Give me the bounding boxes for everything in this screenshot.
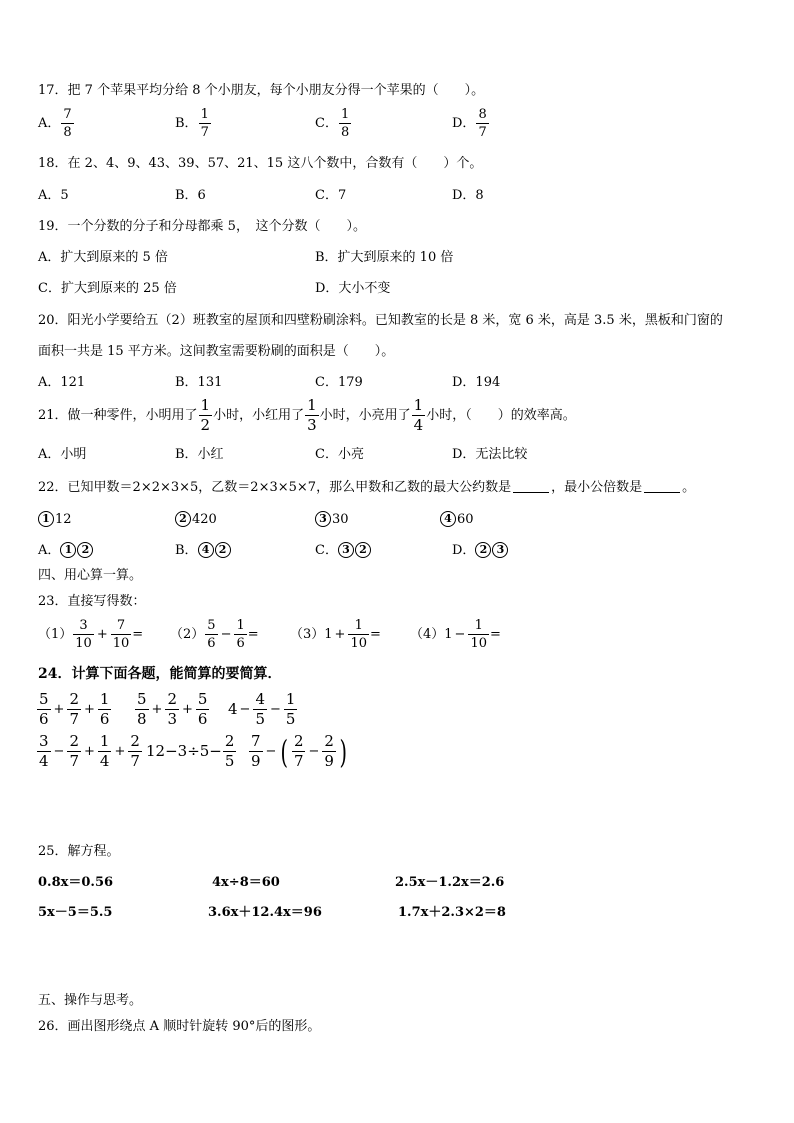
- lead-number: 4: [228, 700, 238, 718]
- option-label: A．: [38, 116, 61, 131]
- choice-value: 30: [332, 511, 349, 527]
- circled-number: 2: [77, 542, 93, 558]
- q18-option-c: C．7: [315, 188, 347, 203]
- frac-num: 2: [293, 732, 304, 750]
- frac-num: 8: [478, 107, 487, 122]
- frac-num: 5: [207, 618, 216, 633]
- operator: −: [270, 702, 281, 717]
- item-label: （1）: [38, 627, 73, 642]
- frac-den: 8: [63, 125, 72, 140]
- choice-value: 60: [457, 511, 474, 527]
- q25-eq-3: 2.5x－1.2x＝2.6: [395, 875, 505, 890]
- frac-den: 8: [340, 125, 350, 140]
- frac-num: 1: [200, 107, 209, 122]
- left-paren: (: [280, 732, 289, 771]
- q18-option-b: B．6: [175, 188, 206, 203]
- section-5-heading: 五、操作与思考。: [38, 993, 143, 1008]
- q23-item-3: [290, 619, 381, 650]
- q25-eq-2: 4x÷8＝60: [212, 875, 280, 890]
- q17-stem: 17．把 7 个苹果平均分给 8 个小朋友，每个小朋友分得一个苹果的（ ）。: [38, 83, 485, 98]
- circled-number: 2: [175, 511, 191, 527]
- q22-choice-2: [175, 511, 217, 527]
- option-label: B．: [175, 542, 198, 558]
- equals: =: [370, 627, 381, 642]
- q17-option-b: [175, 108, 212, 139]
- q22-text-2: ，最小公倍数是: [551, 480, 643, 495]
- q22-option-d: [452, 542, 509, 558]
- q22-text-3: 。: [682, 480, 696, 495]
- circled-number: 2: [215, 542, 231, 558]
- frac-num: 1: [354, 618, 363, 633]
- item-label: （3）1: [290, 627, 333, 642]
- frac-num: 7: [63, 107, 72, 122]
- lcm-blank: [644, 482, 680, 493]
- frac-num: 1: [236, 618, 245, 633]
- frac-num: 2: [224, 732, 235, 750]
- frac-num: 1: [307, 396, 317, 414]
- gcd-blank: [513, 482, 549, 493]
- q17-option-a: [38, 108, 75, 139]
- q22-option-a: [38, 542, 94, 558]
- operator: −: [265, 744, 277, 759]
- frac-num: 1: [413, 396, 424, 414]
- q18-stem: 18．在 2、4、9、43、39、57、21、15 这八个数中，合数有（ ）个。: [38, 156, 483, 171]
- equals: =: [490, 627, 501, 642]
- circled-number: 1: [60, 542, 76, 558]
- q25-eq-5: 3.6x＋12.4x＝96: [208, 905, 322, 920]
- frac-num: 1: [474, 618, 483, 633]
- q20-option-a: A．121: [38, 375, 86, 390]
- circled-number: 4: [440, 511, 456, 527]
- q21-option-a: A．小明: [38, 447, 87, 462]
- frac-num: 4: [255, 690, 265, 708]
- frac-den: 6: [39, 710, 49, 728]
- circled-number: 1: [38, 511, 54, 527]
- frac-den: 8: [137, 710, 147, 728]
- q22-text-1: 22．已知甲数＝2×2×3×5，乙数＝2×3×5×7，那么甲数和乙数的最大公约数是: [38, 480, 512, 495]
- section-4-heading: 四、用心算一算。: [38, 568, 143, 583]
- frac-den: 7: [130, 752, 140, 770]
- frac-num: 1: [99, 690, 110, 708]
- choice-value: 420: [192, 511, 217, 527]
- item-label: （4）1: [410, 627, 453, 642]
- frac-den: 9: [324, 752, 334, 770]
- circled-number: 2: [355, 542, 371, 558]
- frac-den: 5: [285, 710, 296, 728]
- item-label: （2）: [170, 627, 205, 642]
- frac-num: 7: [116, 618, 126, 633]
- q20-option-c: C．179: [315, 375, 363, 390]
- q21-text-1: 21．做一种零件，小明用了: [38, 408, 198, 423]
- operator: −: [308, 744, 320, 759]
- q18-option-d: D．8: [452, 188, 484, 203]
- operator: +: [53, 702, 65, 717]
- operator: −: [454, 627, 466, 642]
- q20-line2: 面积一共是 15 平方米。这间教室需要粉刷的面积是（ ）。: [38, 344, 395, 359]
- choice-value: 12: [55, 511, 72, 527]
- operator: −: [239, 702, 251, 717]
- q23-item-1: [38, 619, 143, 650]
- option-label: C．: [315, 542, 338, 558]
- frac-den: 7: [69, 710, 79, 728]
- frac-den: 10: [470, 636, 487, 651]
- operator: +: [84, 744, 95, 759]
- q19-option-c: C．扩大到原来的 25 倍: [38, 281, 177, 296]
- frac-num: 3: [79, 618, 88, 633]
- frac-num: 5: [137, 690, 147, 708]
- q20-option-b: B．131: [175, 375, 223, 390]
- q19-stem: 19．一个分数的分子和分母都乘 5， 这个分数（ ）。: [38, 219, 366, 234]
- q24-expr-5: [146, 734, 237, 769]
- frac-den: 10: [350, 636, 367, 651]
- option-label: D．: [452, 116, 476, 131]
- q21-text-4: 小时，（ ）的效率高。: [426, 408, 576, 423]
- q18-option-a: A．5: [38, 188, 69, 203]
- frac-den: 5: [224, 752, 235, 770]
- frac-den: 3: [307, 416, 317, 434]
- q24-expr-6: [248, 734, 349, 769]
- q22-choice-1: [38, 511, 72, 527]
- frac-num: 2: [324, 732, 334, 750]
- frac-den: 9: [251, 752, 261, 770]
- frac-num: 7: [251, 732, 261, 750]
- frac-num: 2: [69, 690, 79, 708]
- q25-eq-1: 0.8x＝0.56: [38, 875, 114, 890]
- q19-option-b: B．扩大到原来的 10 倍: [315, 250, 454, 265]
- operator: −: [53, 744, 65, 759]
- circled-number: 4: [198, 542, 214, 558]
- q17-option-c: [315, 108, 352, 139]
- operator: +: [334, 627, 346, 642]
- frac-den: 10: [112, 636, 130, 651]
- frac-num: 1: [285, 690, 296, 708]
- frac-num: 2: [167, 690, 177, 708]
- q22-stem: [38, 481, 695, 494]
- q20-line1: 20．阳光小学要给五（2）班教室的屋顶和四壁粉刷涂料。已知教室的长是 8 米，宽 6 米，高是 3.5 米，黑板和门窗的: [38, 313, 723, 328]
- q21-text-3: 小时，小亮用了: [319, 408, 411, 423]
- frac-den: 2: [200, 416, 211, 434]
- frac-den: 7: [293, 752, 304, 770]
- frac-den: 4: [413, 416, 424, 434]
- operator: +: [151, 702, 163, 717]
- q24-expr-3: [228, 692, 298, 727]
- frac-den: 6: [99, 710, 110, 728]
- q24-expr-1: [36, 692, 112, 727]
- lead-expression: 12−3÷5−: [146, 742, 222, 760]
- q23-item-4: [410, 619, 501, 650]
- option-label: B．: [175, 116, 198, 131]
- frac-den: 7: [200, 125, 209, 140]
- frac-den: 6: [197, 710, 208, 728]
- q25-eq-6: 1.7x＋2.3×2＝8: [398, 905, 506, 920]
- q22-choice-4: [440, 511, 474, 527]
- frac-den: 10: [75, 636, 92, 651]
- frac-den: 7: [478, 125, 487, 140]
- frac-den: 4: [99, 752, 110, 770]
- option-label: A．: [38, 542, 61, 558]
- frac-num: 2: [69, 732, 79, 750]
- frac-den: 3: [167, 710, 177, 728]
- q22-option-c: [315, 542, 372, 558]
- q21-stem: [38, 398, 576, 433]
- frac-den: 7: [69, 752, 79, 770]
- frac-num: 1: [99, 732, 110, 750]
- circled-number: 2: [475, 542, 491, 558]
- q23-stem: 23．直接写得数：: [38, 594, 146, 609]
- frac-den: 5: [255, 710, 265, 728]
- q24-expr-2: [134, 692, 210, 727]
- q23-item-2: [170, 619, 259, 650]
- frac-num: 1: [200, 396, 211, 414]
- q19-option-a: A．扩大到原来的 5 倍: [38, 250, 168, 265]
- equals: =: [132, 627, 144, 642]
- q26-stem: 26．画出图形绕点 A 顺时针旋转 90°后的图形。: [38, 1019, 321, 1034]
- q17-option-d: [452, 108, 490, 139]
- frac-num: 5: [39, 690, 49, 708]
- right-paren: ): [339, 732, 347, 771]
- option-label: D．: [452, 542, 476, 558]
- operator: +: [114, 744, 126, 759]
- circled-number: 3: [492, 542, 508, 558]
- frac-num: 2: [130, 732, 140, 750]
- q24-stem: 24．计算下面各题，能简算的要简算．: [38, 666, 282, 682]
- operator: −: [220, 627, 232, 642]
- q22-option-b: [175, 542, 232, 558]
- frac-num: 5: [197, 690, 208, 708]
- q21-option-c: C．小亮: [315, 447, 364, 462]
- operator: +: [96, 627, 108, 642]
- frac-den: 6: [236, 636, 245, 651]
- frac-den: 6: [207, 636, 216, 651]
- equals: =: [247, 627, 259, 642]
- frac-den: 4: [39, 752, 49, 770]
- q25-stem: 25．解方程。: [38, 844, 120, 859]
- option-label: C．: [315, 116, 338, 131]
- operator: +: [182, 702, 193, 717]
- q21-text-2: 小时，小红用了: [213, 408, 305, 423]
- q21-option-b: B．小红: [175, 447, 224, 462]
- frac-num: 3: [39, 732, 49, 750]
- q19-option-d: D．大小不变: [315, 281, 391, 296]
- q20-option-d: D．194: [452, 375, 501, 390]
- circled-number: 3: [338, 542, 354, 558]
- q21-option-d: D．无法比较: [452, 447, 528, 462]
- q22-choice-3: [315, 511, 349, 527]
- operator: +: [84, 702, 95, 717]
- frac-num: 1: [340, 107, 350, 122]
- q25-eq-4: 5x－5＝5.5: [38, 905, 113, 920]
- circled-number: 3: [315, 511, 331, 527]
- q24-expr-4: [36, 734, 143, 769]
